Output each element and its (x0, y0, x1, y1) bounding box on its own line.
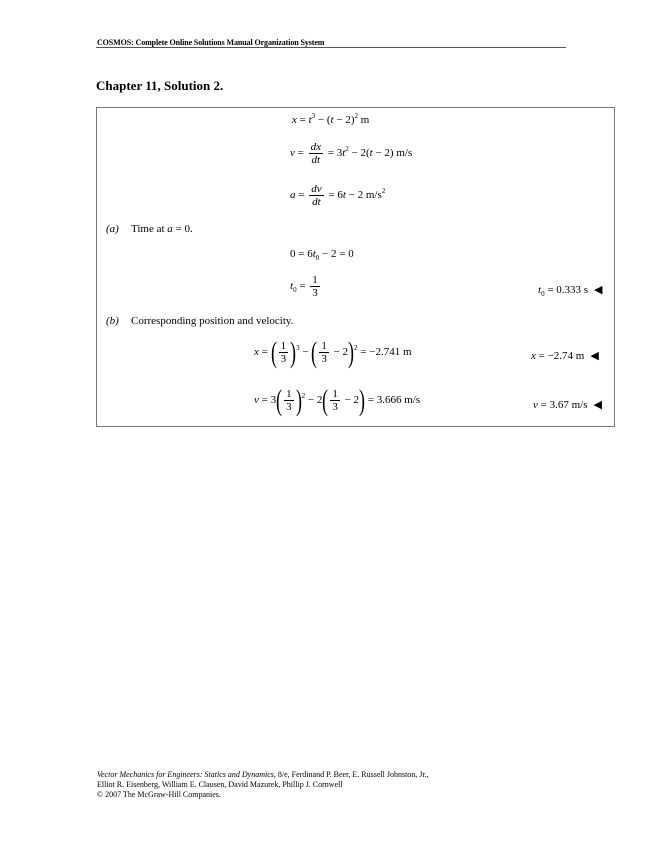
equation-zero: $0 = 6t_0 - 2 = 0$ (290, 248, 354, 262)
answer-t0: $t_0 = 0.333$ s ◀ (538, 284, 603, 298)
answer-marker-icon: ◀ (593, 399, 602, 411)
position-result: = −2.741 m (360, 346, 412, 359)
part-b-text: Corresponding position and velocity. (131, 315, 294, 327)
solution-box (96, 107, 615, 427)
answer-marker-icon: ◀ (594, 284, 603, 296)
solution-title: Chapter 11, Solution 2. (96, 78, 224, 93)
footer-copyright: © 2007 The McGraw-Hill Companies. (97, 790, 221, 799)
footer-authors-2: Elliot R. Eisenberg, William E. Clausen, David Mazurek, Phillip J. Cornwell (97, 780, 343, 789)
equation-t0: $t_0$ = $\frac{1}{3}$ (290, 274, 318, 299)
equation-velocity-value: v = 3( $\frac{1}{3}$ )$^2$ − 2( $\frac{1}{3}$ − 2) = 3.666 m/s (254, 383, 421, 417)
header-rule (96, 47, 566, 48)
answer-x: x = −2.74 m ◀ (531, 350, 599, 362)
part-a-text: Time at a = 0. (131, 223, 193, 235)
page-header: COSMOS: Complete Online Solutions Manual Organization System (97, 38, 325, 47)
footer-authors-1: , 8/e, Ferdinand P. Beer, E. Russell Johnston, Jr., (273, 770, 429, 779)
equation-position-value: x = ( $\frac{1}{3}$ )$^3$ − ( $\frac{1}{3}$ − 2)$^2$ = −2.741 m (254, 335, 412, 369)
footer-citation (97, 770, 429, 800)
velocity-result: = 3.666 m/s (367, 394, 421, 407)
part-a-label: (a) (106, 223, 119, 235)
equation-velocity: v = $\frac{dx}{dt}$ = $3t^2 - 2(t - 2)$ m/s (290, 141, 413, 166)
equation-acceleration: a = $\frac{dv}{dt}$ = 6t − 2 $m/s^2$ (290, 183, 386, 208)
footer-book-title: Vector Mechanics for Engineers: Statics and Dynamics (97, 770, 274, 779)
part-b-label: (b) (106, 315, 119, 327)
answer-marker-icon: ◀ (590, 350, 599, 362)
equation-position: $x = t^3 - (t - 2)^2$ m (292, 112, 370, 126)
answer-v: v = 3.67 m/s ◀ (533, 399, 602, 411)
